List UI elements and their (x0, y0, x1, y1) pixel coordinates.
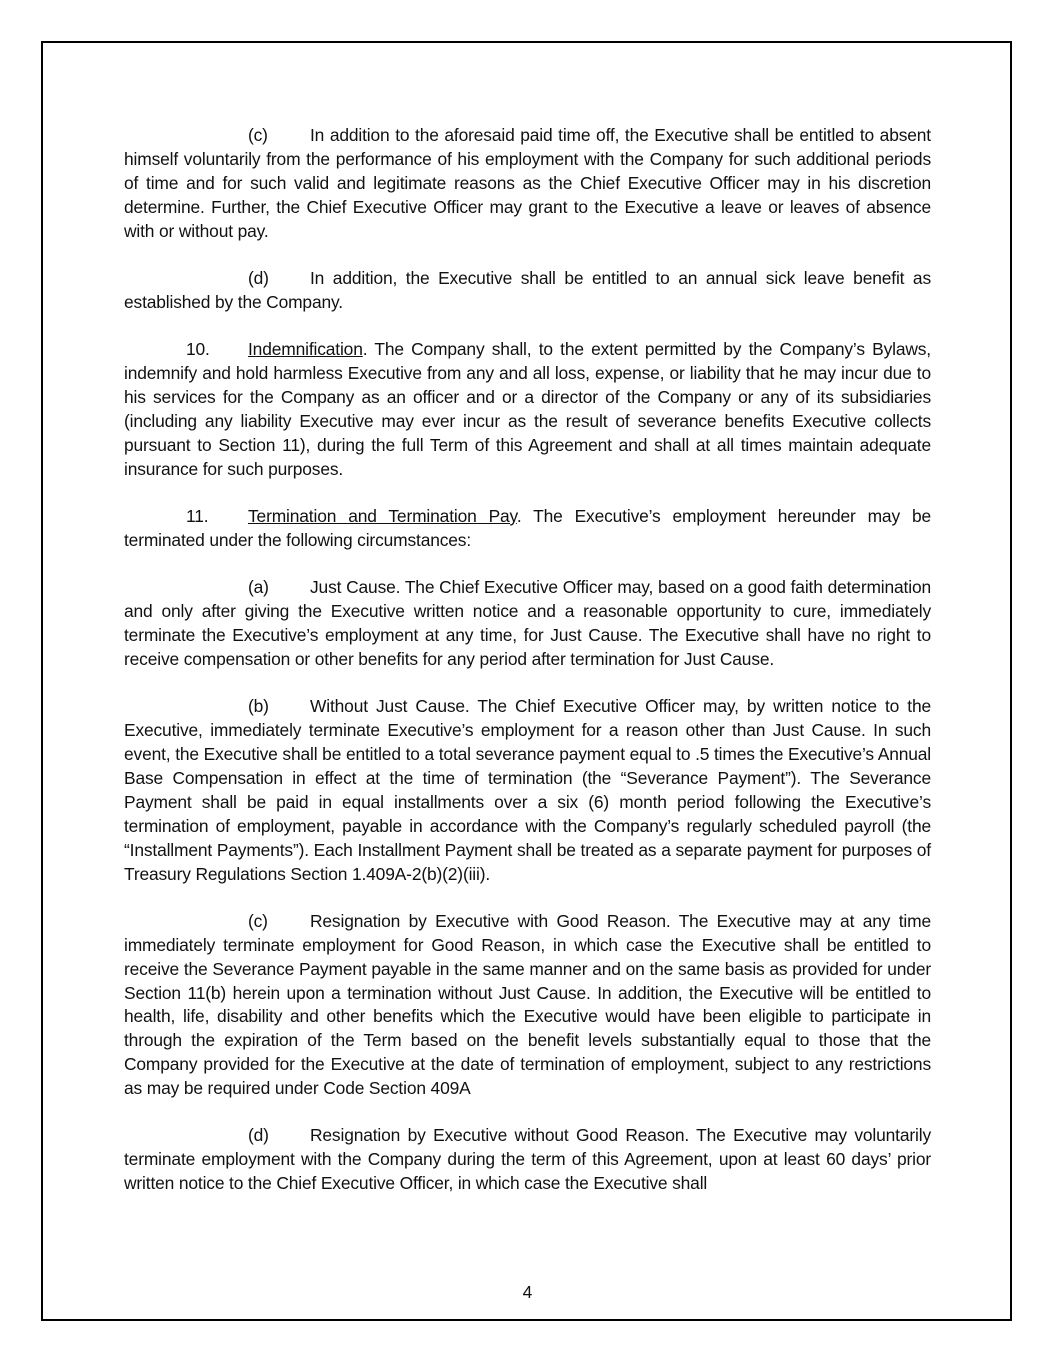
paragraph-marker: (d) (248, 267, 269, 288)
section-number: 10. (186, 339, 210, 360)
section-10-indemnification (124, 338, 931, 481)
section-heading: Termination and Termination Pay (248, 505, 517, 526)
paragraph-text: In addition, the Executive shall be entitled to an annual sick leave benefit as established by the Company. (124, 267, 931, 312)
paragraph-11b (124, 695, 931, 886)
paragraph-marker: (a) (248, 577, 269, 598)
paragraph-marker: (c) (248, 910, 268, 931)
paragraph-11d (124, 1124, 931, 1196)
paragraph-text: Just Cause. The Chief Executive Officer may, based on a good faith determination and only after giving the Executive written notice and a reasonable opportunity to cure, immediately terminate the Executive’s employment at any time, for Just Cause. The Executive shall have no right to receive compensation or other benefits for any period after termination for Just Cause. (124, 577, 931, 669)
page-number: 4 (522, 1282, 533, 1302)
paragraph-9c (124, 124, 931, 244)
paragraph-text: In addition to the aforesaid paid time off, the Executive shall be entitled to absent himself voluntarily from the performance of his employment with the Company for such additional periods of time and for such valid and legitimate reasons as the Chief Executive Officer may in his discretion determine. Further, the Chief Executive Officer may grant to the Executive a leave or leaves of absence with or without pay. (124, 125, 931, 241)
paragraph-text: Resignation by Executive without Good Reason. The Executive may voluntarily terminate employment with the Company during the term of this Agreement, upon at least 60 days’ prior written notice to the Chief Executive Officer, in which case the Executive shall (124, 1125, 931, 1194)
section-11-termination (124, 505, 931, 553)
paragraph-text: . The Company shall, to the extent permitted by the Company’s Bylaws, indemnify and hold harmless Executive from any and all loss, expense, or liability that he may incur due to his services for the Company as an officer and or a director of the Company or any of its subsidiaries (including any liability Executive may ever incur as the result of severance benefits Executive collects pursuant to Section 11), during the full Term of this Agreement and shall at all times maintain adequate insurance for such purposes. (124, 339, 931, 479)
paragraph-marker: (d) (248, 1125, 269, 1146)
paragraph-11c (124, 910, 931, 1101)
paragraph-marker: (c) (248, 125, 268, 145)
section-heading: Indemnification (248, 339, 363, 360)
paragraph-text: . The Executive’s employment hereunder may be terminated under the following circumstances: (124, 505, 931, 550)
paragraph-marker: (b) (248, 696, 269, 717)
paragraph-9d (124, 267, 931, 315)
section-number: 11. (186, 505, 209, 526)
document-body (124, 124, 931, 1220)
paragraph-11a (124, 576, 931, 672)
paragraph-text: Resignation by Executive with Good Reason. The Executive may at any time immediately terminate employment for Good Reason, in which case the Executive shall be entitled to receive the Severance Payment payable in the same manner and on the same basis as provided for under Section 11(b) herein upon a termination without Just Cause. In addition, the Executive will be entitled to health, life, disability and other benefits which the Executive would have been eligible to participate in through the expiration of the Term based on the benefit levels substantially equal to those that the Company provided for the Executive at the date of termination of employment, subject to any restrictions as may be required under Code Section 409A (124, 910, 931, 1099)
paragraph-text: Without Just Cause. The Chief Executive Officer may, by written notice to the Executive, immediately terminate Executive’s employment for a reason other than Just Cause. In such event, the Executive shall be entitled to a total severance payment equal to .5 times the Executive’s Annual Base Compensation in effect at the time of termination (the “Severance Payment”). The Severance Payment shall be paid in equal installments over a six (6) month period following the Executive’s termination of employment, payable in accordance with the Company’s regularly scheduled payroll (the “Installment Payments”). Each Installment Payment shall be treated as a separate payment for purposes of Treasury Regulations Section 1.409A-2(b)(2)(iii). (124, 696, 931, 884)
